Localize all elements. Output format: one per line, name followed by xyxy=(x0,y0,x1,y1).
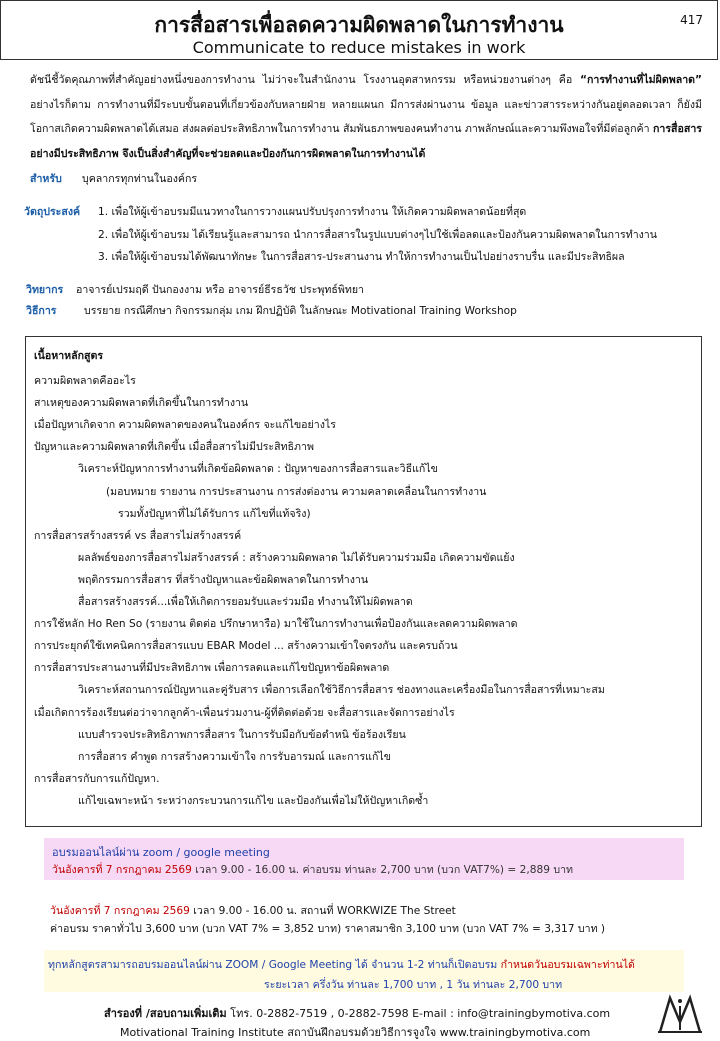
intro-bold-1: “การทำงานที่ไม่ผิดพลาด” xyxy=(580,74,702,86)
speaker-label: วิทยากร xyxy=(26,284,64,296)
course-line: แก้ไขเฉพาะหน้า ระหว่างกระบวนการแก้ไข และป้องกันเพื่อไม่ให้ปัญหาเกิดซ้ำ xyxy=(78,794,429,807)
notice-highlight: กำหนดวันอบรมเฉพาะท่านได้ xyxy=(500,959,635,971)
mti-logo xyxy=(656,992,704,1036)
objective-item: 3. เพื่อให้ผู้เข้าอบรมได้พัฒนาทักษะ ในการสื่อสาร-ประสานงาน ทำให้การทำงานเป็นไปอย่างราบรื่น และมีประสิทธิผล xyxy=(98,251,625,263)
course-line: วิเคราะห์ปัญหาการทำงานที่เกิดข้อผิดพลาด : ปัญหาของการสื่อสารและวิธีแก้ไข xyxy=(78,463,438,476)
speaker-value: อาจารย์เปรมฤดี ปันกองงาม หรือ อาจารย์ธีรธวัช ประพุทธ์พิทยา xyxy=(76,284,364,296)
page-number: 417 xyxy=(680,13,703,27)
course-line: รวมทั้งปัญหาที่ไม่ได้รับการ แก้ไขที่แท้จริง) xyxy=(118,507,311,520)
online-info-box xyxy=(44,838,684,880)
notice-line-1 xyxy=(48,956,635,973)
intro-bold-2: การสื่อสารอย่างมีประสิทธิภาพ จึงเป็นสิ่งสำคัญที่จะช่วยลดและป้องกันการผิดพลาดในการทำงานได้ xyxy=(30,123,702,160)
contact-details: โทร. 0-2882-7519 , 0-2882-7598 E-mail : info@trainingbymotiva.com xyxy=(226,1007,611,1020)
course-line: ผลลัพธ์ของการสื่อสารไม่สร้างสรรค์ : สร้างความผิดพลาด ไม่ได้รับความร่วมมือ เกิดความขัดแย้ง xyxy=(78,551,515,564)
notice-text: ทุกหลักสูตรสามารถอบรมออนไลน์ผ่าน ZOOM / Google Meeting ได้ จำนวน 1-2 ท่านก็เปิดอบรม xyxy=(48,959,501,971)
course-line: ความผิดพลาดคืออะไร xyxy=(34,375,136,387)
onsite-time-place: เวลา 9.00 - 16.00 น. สถานที่ WORKWIZE The Street xyxy=(189,905,456,917)
course-line: แบบสำรวจประสิทธิภาพการสื่อสาร ในการรับมือกับข้อตำหนิ ข้อร้องเรียน xyxy=(78,728,406,741)
for-value: บุคลากรทุกท่านในองค์กร xyxy=(82,173,198,185)
course-line: วิเคราะห์สถานการณ์ปัญหาและคู่รับสาร เพื่อการเลือกใช้วิธีการสื่อสาร ช่องทางและเครื่องมือในการสื่อสารที่เหมาะสม xyxy=(78,684,605,697)
objective-item: 1. เพื่อให้ผู้เข้าอบรมมีแนวทางในการวางแผนปรับปรุงการทำงาน ให้เกิดความผิดพลาดน้อยที่สุด xyxy=(98,206,527,218)
course-line: การสื่อสารประสานงานที่มีประสิทธิภาพ เพื่อการลดและแก้ไขปัญหาข้อผิดพลาด xyxy=(34,662,390,675)
objective-item: 2. เพื่อให้ผู้เข้าอบรม ได้เรียนรู้และสามารถ นำการสื่อสารในรูปแบบต่างๆไปใช้เพื่อลดและป้องกันความผิดพลาดในการทำงาน xyxy=(98,229,658,241)
course-heading: เนื้อหาหลักสูตร xyxy=(34,350,104,362)
online-title: อบรมออนไลน์ผ่าน zoom / google meeting xyxy=(52,846,270,859)
online-schedule xyxy=(52,861,573,878)
for-label: สำหรับ xyxy=(30,173,62,185)
onsite-price: ค่าอบรม ราคาทั่วไป 3,600 บาท (บวก VAT 7% = 3,852 บาท) ราคาสมาชิก 3,100 บาท (บวก VAT 7% = 3,317 บาท ) xyxy=(50,923,606,935)
course-line: เมื่อปัญหาเกิดจาก ความผิดพลาดของคนในองค์กร จะแก้ไขอย่างไร xyxy=(34,419,336,432)
notice-line-2: ระยะเวลา ครึ่งวัน ท่านละ 1,700 บาท , 1 วัน ท่านละ 2,700 บาท xyxy=(264,979,563,991)
online-date: วันอังคารที่ 7 กรกฎาคม 2569 xyxy=(52,864,192,876)
course-line: การสื่อสารสร้างสรรค์ vs สื่อสารไม่สร้างสรรค์ xyxy=(34,529,242,542)
onsite-date: วันอังคารที่ 7 กรกฎาคม 2569 xyxy=(50,905,190,917)
course-line: ปัญหาและความผิดพลาดที่เกิดขึ้น เมื่อสื่อสารไม่มีประสิทธิภาพ xyxy=(34,441,314,454)
onsite-schedule xyxy=(50,902,456,919)
method-value: บรรยาย กรณีศึกษา กิจกรรมกลุ่ม เกม ฝึกปฏิบัติ ในลักษณะ Motivational Training Workshop xyxy=(84,305,517,317)
method-label: วิธีการ xyxy=(26,305,57,317)
course-line: พฤติกรรมการสื่อสาร ที่สร้างปัญหาและข้อผิดพลาดในการทำงาน xyxy=(78,573,369,586)
page-subtitle: Communicate to reduce mistakes in work xyxy=(192,38,526,57)
page-title: การสื่อสารเพื่อลดความผิดพลาดในการทำงาน xyxy=(154,13,564,37)
course-line: สาเหตุของความผิดพลาดที่เกิดขึ้นในการทำงาน xyxy=(34,397,249,410)
method-row xyxy=(26,302,517,319)
header xyxy=(0,0,718,60)
intro-text-2: อย่างไรก็ตาม การทำงานที่มีระบบขั้นตอนที่เกี่ยวข้องกับหลายฝ่าย หลายแผนก มีการส่งผ่านงาน ข้อมูล และข่าวสารระหว่างกันอยู่ตลอดเวลา ก็ยังมีโอกาสเกิดความผิดพลาดได้เสมอ ส่งผลต่อประสิทธิภาพในการทำงาน สัมพันธภาพของคนทำงาน ภาพลักษณ์และความพึงพอใจที่มีต่อลูกค้า xyxy=(30,98,702,135)
course-line: การสื่อสาร คำพูด การสร้างความเข้าใจ การรับอารมณ์ และการแก้ไข xyxy=(78,750,391,763)
course-line: การประยุกต์ใช้เทคนิคการสื่อสารแบบ EBAR Model ... สร้างความเข้าใจตรงกัน และครบถ้วน xyxy=(34,640,458,653)
course-content-box xyxy=(25,336,702,827)
course-line: เมื่อเกิดการร้องเรียนต่อว่าจากลูกค้า-เพื่อนร่วมงาน-ผู้ที่ติดต่อด้วย จะสื่อสารและจัดการอย่างไร xyxy=(34,706,455,719)
course-line: การสื่อสารกับการแก้ปัญหา. xyxy=(34,772,160,785)
notice-box xyxy=(44,950,684,992)
online-time-price: เวลา 9.00 - 16.00 น. ค่าอบรม ท่านละ 2,700 บาท (บวก VAT7%) = 2,889 บาท xyxy=(191,864,574,876)
objectives-label: วัตถุประสงค์ xyxy=(24,206,81,218)
course-line: สื่อสารสร้างสรรค์...เพื่อให้เกิดการยอมรับและร่วมมือ ทำงานให้ไม่ผิดพลาด xyxy=(78,596,413,608)
institute-line: Motivational Training Institute สถาบันฝึกอบรมด้วยวิธีการจูงใจ www.trainingbymotiva.com xyxy=(120,1026,591,1039)
contact-line xyxy=(104,1004,610,1022)
speaker-row xyxy=(26,281,364,298)
intro-paragraph xyxy=(30,68,702,166)
course-line: การใช้หลัก Ho Ren So (รายงาน ติดต่อ ปรึกษาหารือ) มาใช้ในการทำงานเพื่อป้องกันและลดความผิดพลาด xyxy=(34,618,518,631)
intro-text-1: ดัชนีชี้วัดคุณภาพที่สำคัญอย่างหนึ่งของการทำงาน ไม่ว่าจะในสำนักงาน โรงงานอุตสาหกรรม หรือหน่วยงานต่างๆ คือ xyxy=(30,74,581,86)
contact-label: สำรองที่ /สอบถามเพิ่มเติม xyxy=(104,1007,227,1020)
for-row xyxy=(30,170,198,187)
course-line: (มอบหมาย รายงาน การประสานงาน การส่งต่องาน ความคลาดเคลื่อนในการทำงาน xyxy=(106,485,487,498)
